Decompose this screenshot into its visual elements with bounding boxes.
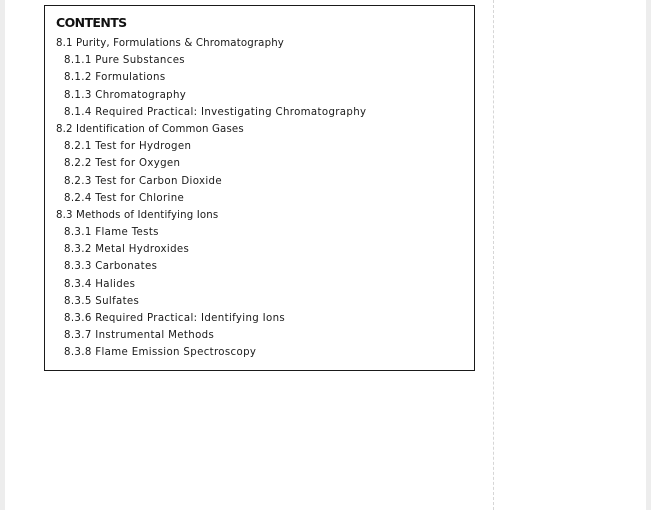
toc-section-link[interactable]: 8.3 Methods of Identifying Ions [56,209,219,221]
toc-subsection-link[interactable]: 8.1.2 Formulations [64,72,166,84]
toc-subsection-link[interactable]: 8.2.4 Test for Chlorine [64,192,185,204]
toc-section-link[interactable]: 8.2 Identification of Common Gases [56,123,244,135]
toc-subsection-link[interactable]: 8.3.3 Carbonates [64,261,158,273]
toc-subsection-link[interactable]: 8.3.5 Sulfates [64,295,140,307]
toc-subsection-link[interactable]: 8.2.2 Test for Oxygen [64,158,181,170]
toc-subsection-link[interactable]: 8.1.3 Chromatography [64,89,187,101]
table-of-contents [44,5,475,371]
toc-subsection-link[interactable]: 8.3.8 Flame Emission Spectroscopy [64,347,257,359]
toc-subsection-link[interactable]: 8.1.4 Required Practical: Investigating Chromatography [64,106,367,118]
toc-section-link[interactable]: 8.1 Purity, Formulations & Chromatography [56,38,284,49]
toc-title: CONTENTS [56,15,127,30]
toc-subsection-link[interactable]: 8.2.3 Test for Carbon Dioxide [64,175,222,187]
toc-subsection-link[interactable]: 8.1.1 Pure Substances [64,55,185,67]
toc-subsection-link[interactable]: 8.3.2 Metal Hydroxides [64,244,190,256]
toc-subsection-link[interactable]: 8.3.1 Flame Tests [64,227,159,239]
toc-list [56,35,366,362]
toc-subsection-link[interactable]: 8.3.6 Required Practical: Identifying Ions [64,313,286,324]
margin-guide-line [493,0,494,510]
toc-subsection-link[interactable]: 8.3.7 Instrumental Methods [64,330,215,342]
document-page [5,0,646,510]
toc-subsection-link[interactable]: 8.3.4 Halides [64,278,136,290]
toc-subsection-link[interactable]: 8.2.1 Test for Hydrogen [64,141,192,153]
